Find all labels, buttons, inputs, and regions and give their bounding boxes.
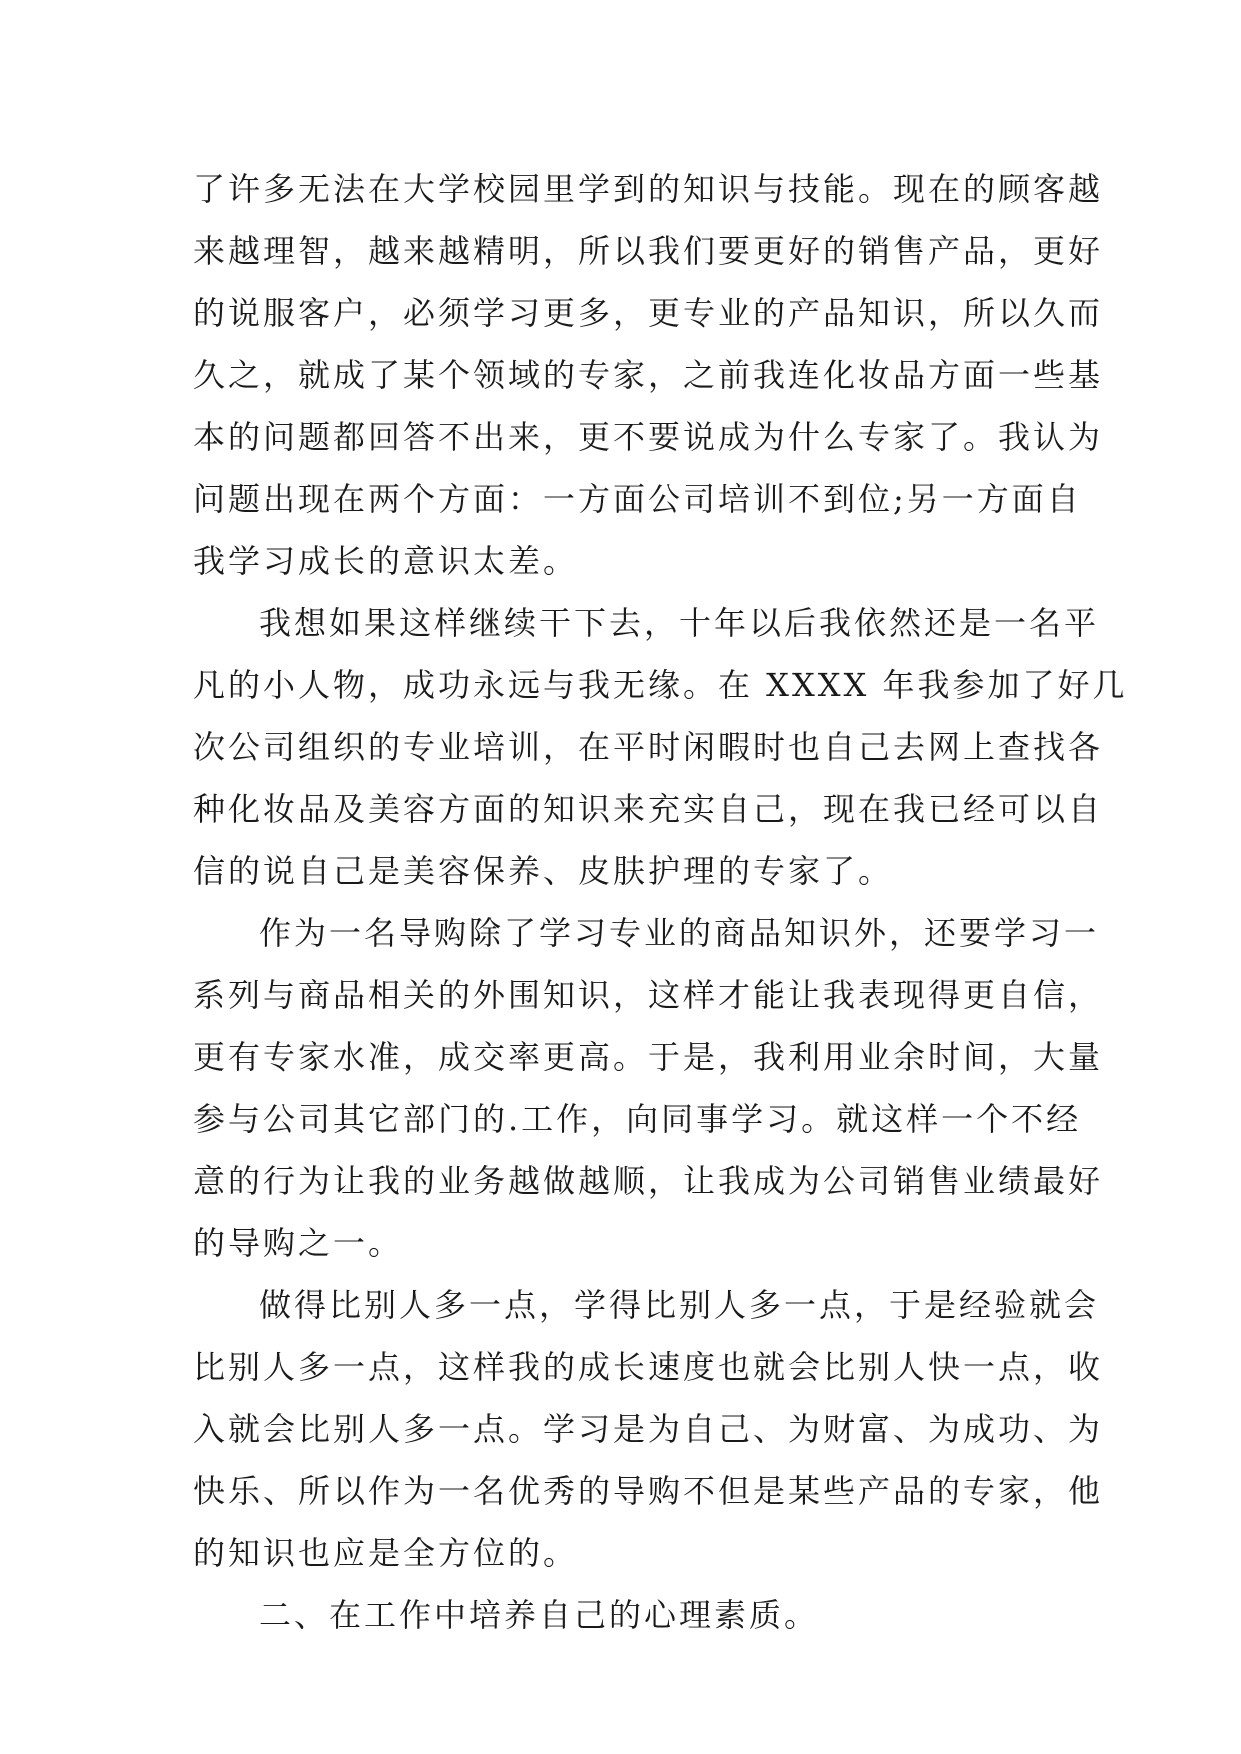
text-line: 的说服客户，必须学习更多，更专业的产品知识，所以久而 <box>193 294 1104 332</box>
text-line: 信的说自己是美容保养、皮肤护理的专家了。 <box>193 852 894 890</box>
text-line: 种化妆品及美容方面的知识来充实自己，现在我已经可以自 <box>193 790 1104 828</box>
text-line: 久之，就成了某个领域的专家，之前我连化妆品方面一些基 <box>193 356 1104 394</box>
paragraph-5-heading <box>193 1584 1063 1646</box>
paragraph-3 <box>193 902 1104 1274</box>
text-line: 快乐、所以作为一名优秀的导购不但是某些产品的专家，他 <box>193 1472 1104 1510</box>
text-line: 我想如果这样继续干下去，十年以后我依然还是一名平 <box>259 604 1100 642</box>
section-heading: 二、在工作中培养自己的心理素质。 <box>259 1596 820 1634</box>
text-line: 的知识也应是全方位的。 <box>193 1534 579 1572</box>
paragraph-1 <box>193 158 1104 592</box>
text-line: 来越理智，越来越精明，所以我们要更好的销售产品，更好 <box>193 232 1104 270</box>
text-line: 次公司组织的专业培训，在平时闲暇时也自己去网上查找各 <box>193 728 1104 766</box>
text-line: 本的问题都回答不出来，更不要说成为什么专家了。我认为 <box>193 418 1104 456</box>
text-line: 凡的小人物，成功永远与我无缘。在 XXXX 年我参加了好几 <box>193 666 1128 704</box>
text-line: 入就会比别人多一点。学习是为自己、为财富、为成功、为 <box>193 1410 1104 1448</box>
document-body <box>193 158 1128 1646</box>
text-line: 更有专家水准，成交率更高。于是，我利用业余时间，大量 <box>193 1038 1104 1076</box>
text-line: 作为一名导购除了学习专业的商品知识外，还要学习一 <box>259 914 1100 952</box>
text-line: 问题出现在两个方面：一方面公司培训不到位;另一方面自 <box>193 480 1082 518</box>
text-line: 做得比别人多一点，学得比别人多一点，于是经验就会 <box>259 1286 1100 1324</box>
text-line: 系列与商品相关的外围知识，这样才能让我表现得更自信， <box>193 976 1104 1014</box>
text-line: 参与公司其它部门的.工作，向同事学习。就这样一个不经 <box>193 1100 1082 1138</box>
text-line: 了许多无法在大学校园里学到的知识与技能。现在的顾客越 <box>193 170 1104 208</box>
paragraph-2 <box>193 592 1128 902</box>
text-line: 我学习成长的意识太差。 <box>193 542 579 580</box>
text-line: 比别人多一点，这样我的成长速度也就会比别人快一点，收 <box>193 1348 1104 1386</box>
text-line: 的导购之一。 <box>193 1224 404 1262</box>
text-line: 意的行为让我的业务越做越顺，让我成为公司销售业绩最好 <box>193 1162 1104 1200</box>
paragraph-4 <box>193 1274 1104 1584</box>
